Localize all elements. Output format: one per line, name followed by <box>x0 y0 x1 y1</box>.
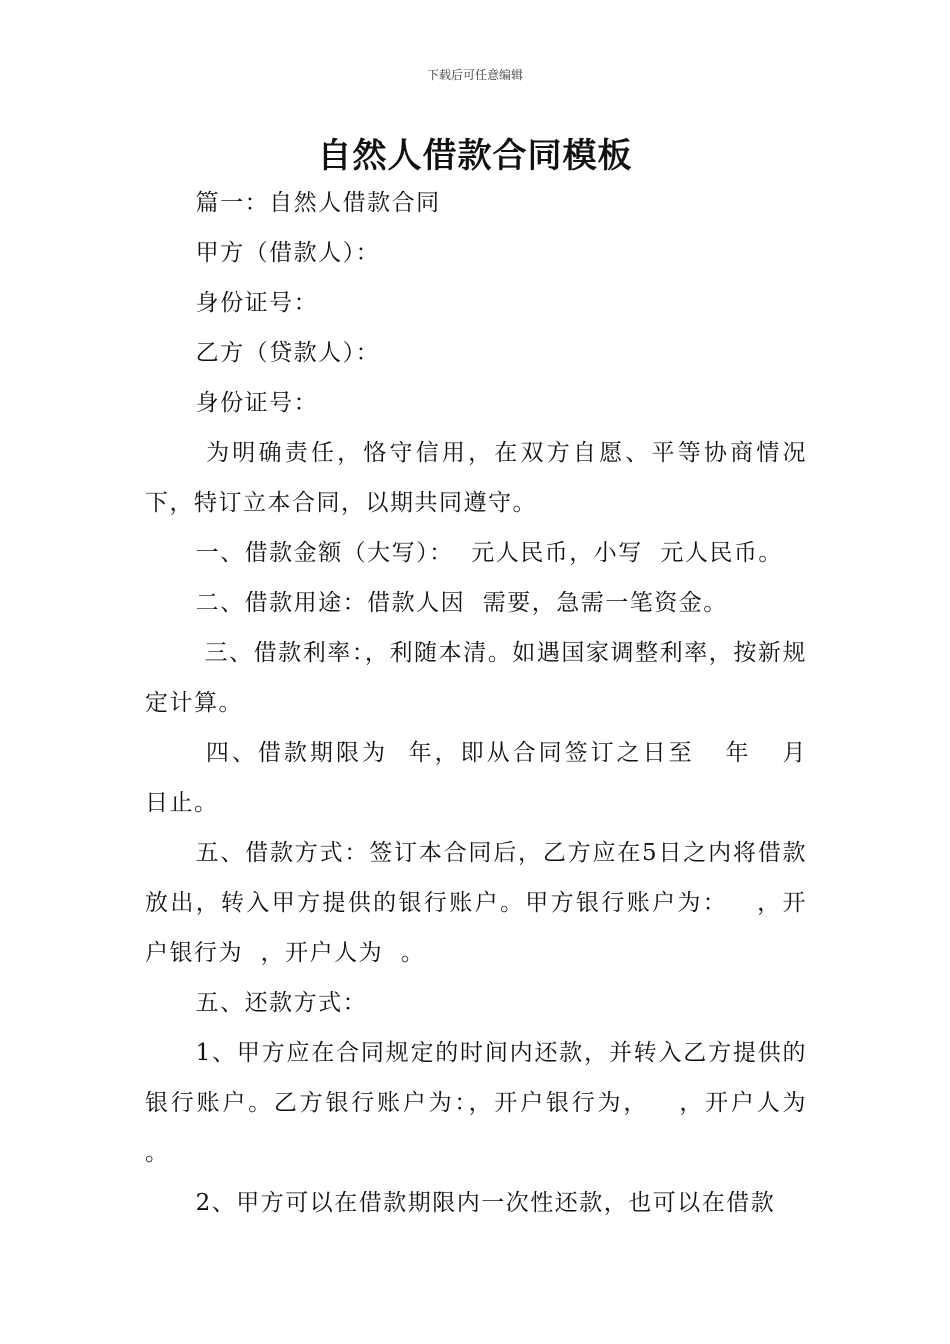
paragraph-party-b: 乙方（贷款人）： <box>195 340 381 366</box>
document-title: 自然人借款合同模板 <box>317 136 633 176</box>
paragraph-section-heading: 篇一：自然人借款合同 <box>195 190 441 216</box>
paragraph-loan-purpose: 二、借款用途：借款人因 需要，急需一笔资金。 <box>195 590 728 616</box>
paragraph-preamble: 为明确责任，恪守信用，在双方自愿、平等协商情况下，特订立本合同，以期共同遵守。 <box>145 440 808 516</box>
paragraph-loan-method: 五、借款方式：签订本合同后，乙方应在5日之内将借款放出，转入甲方提供的银行账户。甲方银行账户为： ，开户银行为 ，开户人为 。 <box>145 840 807 966</box>
paragraph-interest-rate: 三、借款利率：，利随本清。如遇国家调整利率，按新规定计算。 <box>145 640 807 716</box>
paragraph-loan-term: 四、借款期限为 年，即从合同签订之日至 年 月 日止。 <box>145 740 834 816</box>
page-header-note: 下载后可任意编辑 <box>426 68 523 82</box>
paragraph-repayment-heading: 五、还款方式： <box>195 990 368 1016</box>
paragraph-party-a-id: 身份证号： <box>195 290 319 316</box>
paragraph-repayment-clause-1: 1、甲方应在合同规定的时间内还款，并转入乙方提供的银行账户。乙方银行账户为：，开户银行为， ，开户人为 。 <box>145 1040 825 1166</box>
paragraph-party-b-id: 身份证号： <box>195 390 319 416</box>
paragraph-loan-amount: 一、借款金额（大写）： 元人民币，小写 元人民币。 <box>195 540 783 566</box>
paragraph-repayment-clause-2: 2、甲方可以在借款期限内一次性还款，也可以在借款 <box>195 1190 776 1216</box>
paragraph-party-a: 甲方（借款人）： <box>195 240 381 266</box>
document-body <box>145 178 834 1228</box>
